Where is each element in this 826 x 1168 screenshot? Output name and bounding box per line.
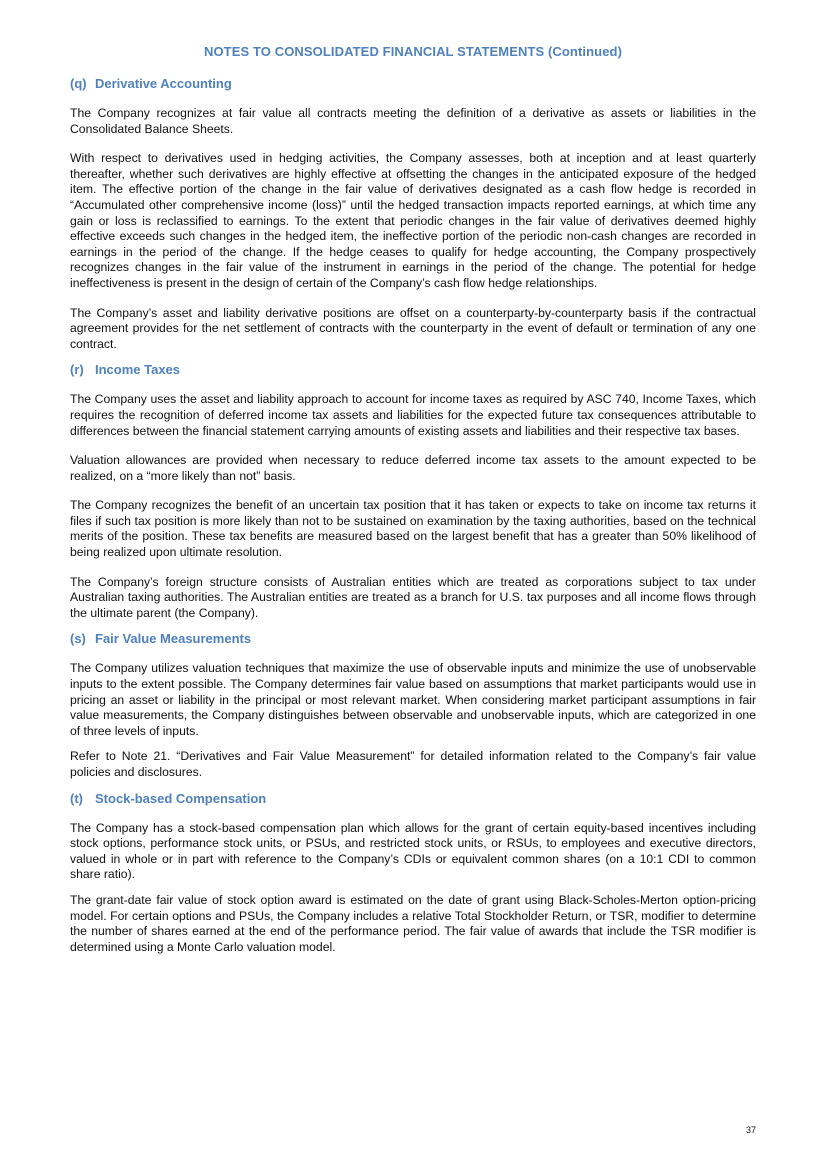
section-q-title: Derivative Accounting (95, 76, 232, 91)
section-r-paragraph-3: The Company recognizes the benefit of an uncertain tax position that it has taken or expects to take on income tax returns it files if such tax position is more likely than not to be sustained on examination by the taxing authorities, based on the technical merits of the position. These tax benefits are measured based on the largest benefit that has a greater than 50% likelihood of being realized upon ultimate resolution. (70, 498, 756, 560)
section-s-heading (70, 631, 756, 647)
section-s-letter: (s) (70, 631, 86, 647)
section-q-heading (70, 76, 756, 92)
section-t-heading (70, 791, 756, 807)
section-s-paragraph-1: The Company utilizes valuation techniques that maximize the use of observable inputs and minimize the use of unobservable inputs to the extent possible. The Company determines fair value based on assumptions that market participants would use in pricing an asset or liability in the principal or most relevant market. When considering market participant assumptions in fair value measurements, the Company distinguishes between observable and unobservable inputs, which are categorized in one of three levels of inputs. (70, 661, 756, 738)
section-q-paragraph-1: The Company recognizes at fair value all contracts meeting the definition of a derivative as assets or liabilities in the Consolidated Balance Sheets. (70, 106, 756, 136)
section-q-paragraph-2: With respect to derivatives used in hedging activities, the Company assesses, both at inception and at least quarterly thereafter, whether such derivatives are highly effective at offsetting the changes in the anticipated exposure of the hedged item. The effective portion of the change in the fair value of derivatives designated as a cash flow hedge is recorded in “Accumulated other comprehensive income (loss)” until the hedged transaction impacts reported earnings, at which time any gain or loss is reclassified to earnings. To the extent that periodic changes in the fair value of derivatives deemed highly effective exceeds such changes in the hedged item, the ineffective portion of the periodic non-cash changes are recorded in earnings in the period of the change. If the hedge ceases to qualify for hedge accounting, the Company prospectively recognizes changes in the fair value of the instrument in earnings in the period of the change. The potential for hedge ineffectiveness is present in the design of certain of the Company’s cash flow hedge relationships. (70, 151, 756, 290)
page-header: NOTES TO CONSOLIDATED FINANCIAL STATEMENTS (Continued) (203, 44, 622, 59)
page-content (70, 76, 756, 969)
section-r-paragraph-1: The Company uses the asset and liability approach to account for income taxes as required by ASC 740, Income Taxes, which requires the recognition of deferred income tax assets and liabilities for the expected future tax consequences attributable to differences between the financial statement carrying amounts of existing assets and liabilities and their respective tax bases. (70, 392, 756, 438)
section-t-title: Stock-based Compensation (95, 790, 267, 806)
section-t-letter: (t) (70, 790, 83, 806)
section-q-paragraph-3: The Company’s asset and liability derivative positions are offset on a counterparty-by-counterparty basis if the contractual agreement provides for the net settlement of contracts with the counterparty in the event of default or termination of any one contract. (70, 305, 756, 351)
section-r-paragraph-4: The Company’s foreign structure consists of Australian entities which are treated as corporations subject to tax under Australian taxing authorities. The Australian entities are treated as a branch for U.S. tax purposes and all income flows through the ultimate parent (the Company). (70, 574, 756, 620)
section-q-letter: (q) (70, 76, 87, 91)
section-r-title: Income Taxes (95, 362, 181, 378)
section-r-paragraph-2: Valuation allowances are provided when necessary to reduce deferred income tax assets to the amount expected to be realized, on a “more likely than not” basis. (70, 453, 756, 483)
section-t-paragraph-2: The grant-date fair value of stock option award is estimated on the date of grant using Black-Scholes-Merton option-pricing model. For certain options and PSUs, the Company includes a relative Total Stockholder Return, or TSR, modifier to determine the number of shares earned at the end of the performance period. The fair value of awards that include the TSR modifier is determined using a Monte Carlo valuation model. (70, 892, 756, 954)
section-r-letter: (r) (70, 362, 84, 378)
section-r-heading (70, 362, 756, 378)
section-s-paragraph-2: Refer to Note 21. “Derivatives and Fair Value Measurement” for detailed information related to the Company’s fair value policies and disclosures. (70, 749, 756, 779)
section-t-paragraph-1: The Company has a stock-based compensation plan which allows for the grant of certain equity-based incentives including stock options, performance stock units, or PSUs, and restricted stock units, or RSUs, to employees and executive directors, valued in whole or in part with reference to the Company’s CDIs or equivalent common shares (on a 10:1 CDI to common share ratio). (70, 820, 756, 882)
page-number: 37 (745, 1125, 756, 1135)
section-s-title: Fair Value Measurements (95, 631, 252, 647)
